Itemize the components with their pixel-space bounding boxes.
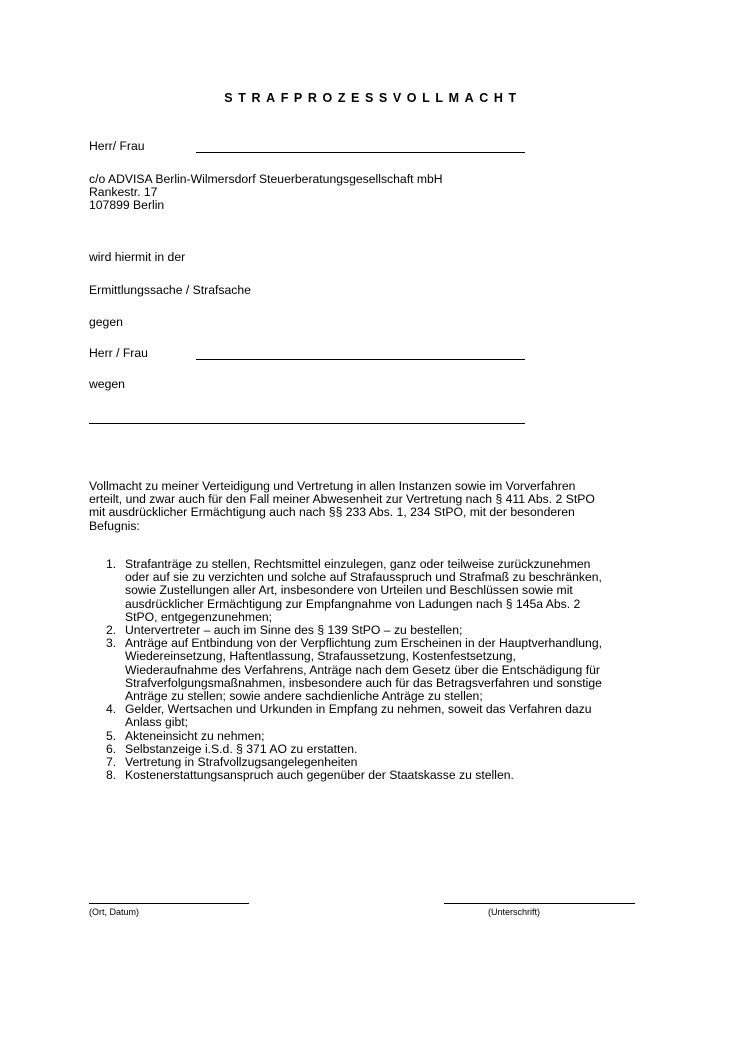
authority-line: Vollmacht zu meiner Verteidigung und Vertretung in allen Instanzen sowie im Vorverfahren xyxy=(89,479,576,493)
matter-text: Ermittlungssache / Strafsache xyxy=(89,283,251,297)
list-item-line: Akteneinsicht zu nehmen; xyxy=(125,728,265,743)
list-item-line: Strafanträge zu stellen, Rechtsmittel einzulegen, ganz oder teilweise zurückzunehmen xyxy=(125,557,591,571)
list-number: 5. xyxy=(106,728,117,743)
list-item-line: Wiedereinsetzung, Haftentlassung, Strafaussetzung, Kostenfestsetzung, xyxy=(125,649,516,664)
list-item xyxy=(89,703,689,729)
signature-label: (Unterschrift) xyxy=(488,907,541,917)
list-number: 2. xyxy=(106,623,117,638)
list-item-line: Anträge auf Entbindung von der Verpflichtung zum Erscheinen in der Hauptverhandlung, xyxy=(125,636,602,651)
list-item xyxy=(89,730,689,743)
list-item-line: Wiederaufnahme des Verfahrens, Anträge nach dem Gesetz über die Entschädigung für xyxy=(125,662,600,677)
list-number: 3. xyxy=(106,636,117,651)
list-item-line: StPO, entgegenzunehmen; xyxy=(125,609,273,624)
list-item-line: sowie Zustellungen aller Art, insbesondere von Urteilen und Beschlüssen sowie mit xyxy=(125,583,573,598)
list-number: 1. xyxy=(106,557,117,571)
signature-line[interactable] xyxy=(444,903,635,904)
list-item-line: Anträge zu stellen; sowie andere sachdienliche Anträge zu stellen; xyxy=(125,689,483,704)
address-line: Rankestr. 17 xyxy=(89,185,158,200)
principal-name-line[interactable] xyxy=(196,152,525,153)
list-number: 7. xyxy=(106,755,117,770)
list-item xyxy=(89,558,689,624)
place-date-line[interactable] xyxy=(89,903,249,904)
list-number: 8. xyxy=(106,768,117,783)
document-title: STRAFPROZESSVOLLMACHT xyxy=(224,91,522,105)
principal-address xyxy=(89,173,689,213)
principal-label: Herr/ Frau xyxy=(89,139,145,153)
list-item-line: Untervertreter – auch im Sinne des § 139 StPO – zu bestellen; xyxy=(125,623,463,638)
list-item-line: Strafverfolgungsmaßnahmen, insbesondere auch für das Betragsverfahren und sonstige xyxy=(125,675,602,690)
list-item-line: oder auf sie zu verzichten und solche auf Strafausspruch und Strafmaß zu beschränken, xyxy=(125,570,602,585)
authority-line: erteilt, und zwar auch für den Fall meiner Abwesenheit zur Vertretung nach § 411 Abs. 2 StPO xyxy=(89,492,595,507)
list-number: 6. xyxy=(106,741,117,756)
intro-text: wird hiermit in der xyxy=(89,250,186,264)
list-item-line: Kostenerstattungsanspruch auch gegenüber der Staatskasse zu stellen. xyxy=(125,768,514,783)
place-date-label: (Ort, Datum) xyxy=(89,907,140,917)
list-item-line: Selbstanzeige i.S.d. § 371 AO zu erstatten. xyxy=(125,741,358,756)
authority-line: Befugnis: xyxy=(89,518,140,533)
authority-paragraph xyxy=(89,480,689,533)
against-text: gegen xyxy=(89,315,123,329)
list-item-line: ausdrücklicher Ermächtigung zur Empfangnahme von Ladungen nach § 145a Abs. 2 xyxy=(125,596,581,611)
list-item-line: Gelder, Wertsachen und Urkunden in Empfang zu nehmen, soweit das Verfahren dazu xyxy=(125,702,592,717)
accused-label: Herr / Frau xyxy=(89,346,148,360)
list-number: 4. xyxy=(106,702,117,717)
regarding-text: wegen xyxy=(89,377,125,391)
regarding-line[interactable] xyxy=(89,423,525,424)
list-item xyxy=(89,769,689,782)
address-line: c/o ADVISA Berlin-Wilmersdorf Steuerberatungsgesellschaft mbH xyxy=(89,172,443,186)
authority-line: mit ausdrücklicher Ermächtigung auch nach §§ 233 Abs. 1, 234 StPO, mit der besonderen xyxy=(89,505,575,520)
list-item-line: Anlass gibt; xyxy=(125,715,189,730)
powers-list xyxy=(89,558,689,782)
list-item-line: Vertretung in Strafvollzugsangelegenheiten xyxy=(125,755,358,770)
list-item xyxy=(89,637,689,703)
accused-name-line[interactable] xyxy=(196,359,525,360)
address-line: 107899 Berlin xyxy=(89,198,165,213)
